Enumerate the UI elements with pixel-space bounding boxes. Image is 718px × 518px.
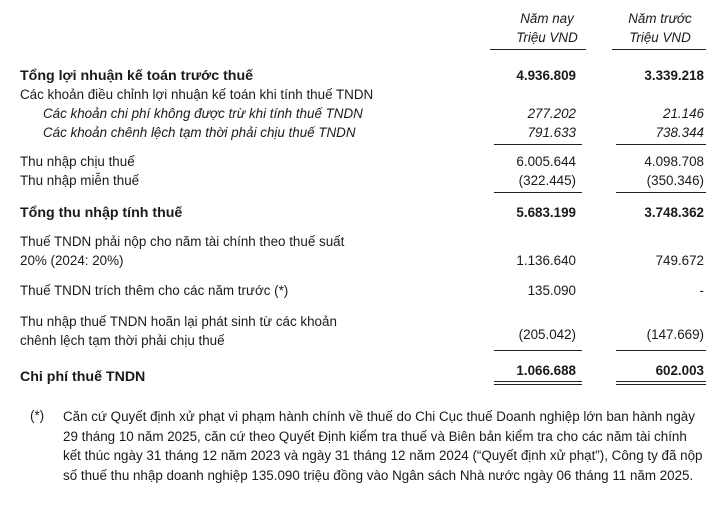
value-cit-payable-prior: 749.672 xyxy=(655,253,704,268)
label-non-deductible: Các khoản chi phí không được trừ khi tính thuế TNDN xyxy=(43,106,363,121)
double-underline-current-b xyxy=(494,384,582,385)
value-non-deductible-prior: 21.146 xyxy=(663,106,704,121)
underline-current-2 xyxy=(494,192,582,193)
value-cit-prior-years-current: 135.090 xyxy=(527,283,576,298)
label-deferred-line2: chênh lệch tạm thời phải chịu thuế xyxy=(20,333,225,348)
value-cit-payable-current: 1.136.640 xyxy=(516,253,576,268)
header-current-year-unit: Triệu VND xyxy=(516,30,578,45)
value-cit-expense-prior: 602.003 xyxy=(655,363,704,378)
label-temporary-differences: Các khoản chênh lệch tạm thời phải chịu thuế TNDN xyxy=(43,125,356,140)
value-total-taxable-income-prior: 3.748.362 xyxy=(644,205,704,220)
value-temporary-differences-current: 791.633 xyxy=(527,125,576,140)
underline-prior-2 xyxy=(616,192,706,193)
footnote-text: Căn cứ Quyết định xử phạt vi phạm hành chính về thuế do Chi Cục thuế Doanh nghiệp lớn ban hành ngày 29 tháng 10 năm 2025, căn cứ theo Quyết Định kiểm tra thuế và Biên bản kiểm tra cho các năm tài chính kết thúc ngày 31 tháng 12 năm 2023 và ngày 31 tháng 12 năm 2024 (“Quyết định xử phạt”), Công ty đã nộp số thuế thu nhập doanh nghiệp 135.090 triệu đồng vào Ngân sách Nhà nước ngày 06 tháng 11 năm 2025. xyxy=(63,409,703,483)
label-profit-before-tax: Tổng lợi nhuận kế toán trước thuế xyxy=(20,68,254,84)
label-cit-prior-years: Thuế TNDN trích thêm cho các năm trước (*) xyxy=(20,283,289,298)
label-deferred-line1: Thu nhập thuế TNDN hoãn lại phát sinh từ các khoản xyxy=(20,314,337,329)
value-total-taxable-income-current: 5.683.199 xyxy=(516,205,576,220)
label-cit-payable-line2: 20% (2024: 20%) xyxy=(20,253,124,268)
value-non-deductible-current: 277.202 xyxy=(527,106,576,121)
header-underline-current xyxy=(490,49,586,50)
underline-current-3 xyxy=(494,350,582,351)
header-prior-year-label: Năm trước xyxy=(628,11,692,26)
value-cit-expense-current: 1.066.688 xyxy=(516,363,576,378)
label-cit-payable-line1: Thuế TNDN phải nộp cho năm tài chính theo thuế suất xyxy=(20,234,345,249)
footnote-mark: (*) xyxy=(30,408,45,423)
value-taxable-income-prior: 4.098.708 xyxy=(644,154,704,169)
underline-prior-3 xyxy=(616,350,706,351)
label-total-taxable-income: Tổng thu nhập tính thuế xyxy=(20,205,183,221)
double-underline-current-a xyxy=(494,381,582,382)
underline-current-1 xyxy=(494,144,582,145)
double-underline-prior-a xyxy=(616,381,706,382)
column-header-prior-year xyxy=(608,9,712,47)
value-exempt-income-prior: (350.346) xyxy=(646,173,704,188)
label-taxable-income: Thu nhập chịu thuế xyxy=(20,154,135,169)
label-exempt-income: Thu nhập miễn thuế xyxy=(20,173,140,188)
value-taxable-income-current: 6.005.644 xyxy=(516,154,576,169)
value-exempt-income-current: (322.445) xyxy=(518,173,576,188)
double-underline-prior-b xyxy=(616,384,706,385)
header-current-year-label: Năm nay xyxy=(520,11,574,26)
value-deferred-prior: (147.669) xyxy=(646,327,704,342)
value-profit-before-tax-prior: 3.339.218 xyxy=(644,68,704,83)
value-profit-before-tax-current: 4.936.809 xyxy=(516,68,576,83)
header-prior-year-unit: Triệu VND xyxy=(629,30,691,45)
column-header-current-year xyxy=(492,9,602,47)
label-cit-expense: Chi phí thuế TNDN xyxy=(20,369,146,385)
value-temporary-differences-prior: 738.344 xyxy=(655,125,704,140)
label-adjustments: Các khoản điều chỉnh lợi nhuận kế toán khi tính thuế TNDN xyxy=(20,87,374,102)
header-underline-prior xyxy=(612,49,706,50)
underline-prior-1 xyxy=(616,144,706,145)
value-deferred-current: (205.042) xyxy=(518,327,576,342)
value-cit-prior-years-prior: - xyxy=(699,283,704,298)
